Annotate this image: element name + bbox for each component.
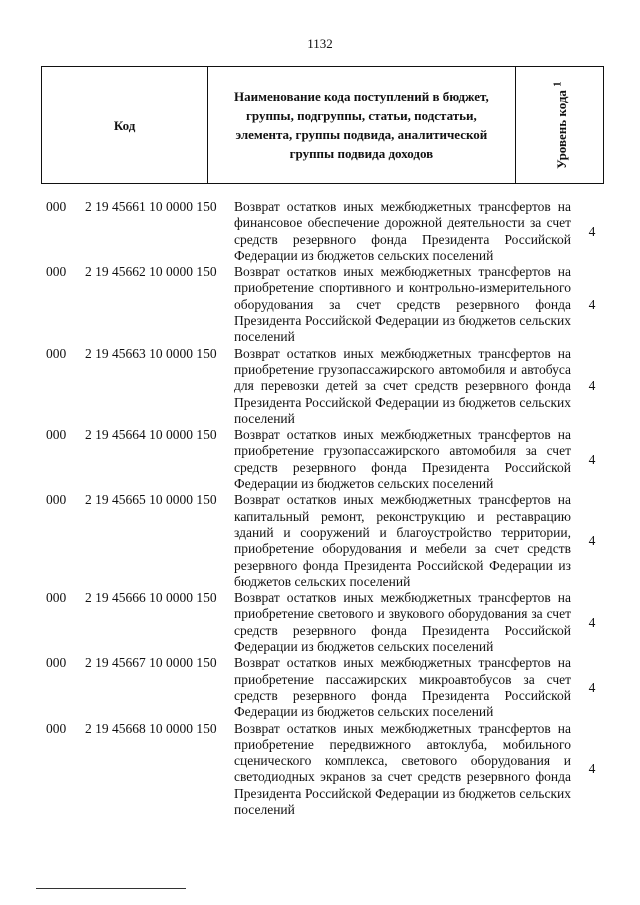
page-number: 1132	[307, 36, 333, 51]
row-name: Возврат остатков иных межбюджетных трансфертов на приобретение пассажирских микроавтобусов за счет средств резервного фонда Президента Российской Федерации из бюджетов сельских поселений	[234, 655, 571, 720]
table-row	[0, 199, 640, 264]
row-code: 2 19 45663 10 0000 150	[85, 345, 217, 361]
table-row	[0, 264, 640, 345]
footnote-divider	[36, 888, 186, 889]
row-level: 4	[588, 451, 596, 467]
row-prefix: 000	[46, 427, 67, 443]
row-level: 4	[588, 223, 596, 239]
header-name: Наименование кода поступлений в бюджет, группы, подгруппы, статьи, подстатьи, элемента, группы подвида, аналитической группы подвида доходов	[208, 67, 515, 183]
row-code: 2 19 45667 10 0000 150	[85, 655, 217, 671]
table-row	[0, 655, 640, 720]
row-prefix: 000	[46, 264, 67, 280]
row-prefix: 000	[46, 492, 67, 508]
row-name: Возврат остатков иных межбюджетных трансфертов на капитальный ремонт, реконструкцию и реставрацию зданий и сооружений и благоустройство территории, приобретение оборудования и мебели за счет средств резервного фонда Президента Российской Федерации из бюджетов сельских поселений	[234, 492, 571, 589]
row-level: 4	[588, 679, 596, 695]
header-level-label	[548, 81, 570, 168]
row-name: Возврат остатков иных межбюджетных трансфертов на приобретение грузопассажирского автомобиля за счет средств резервного фонда Президента Российской Федерации из бюджетов сельских поселений	[234, 427, 571, 492]
header-level-footnote-mark: 1	[551, 81, 564, 87]
table-row	[0, 492, 640, 590]
row-prefix: 000	[46, 345, 67, 361]
row-level: 4	[588, 378, 596, 394]
row-prefix: 000	[46, 720, 67, 736]
row-name: Возврат остатков иных межбюджетных трансфертов на приобретение спортивного и контрольно-измерительного оборудования за счет средств резервного фонда Президента Российской Федерации из бюджетов сельских поселений	[234, 264, 571, 345]
header-level-text: Уровень кода	[553, 89, 569, 169]
row-level: 4	[588, 761, 596, 777]
table-row	[0, 590, 640, 655]
row-level: 4	[588, 533, 596, 549]
row-prefix: 000	[46, 590, 67, 606]
header-level	[516, 67, 603, 183]
table-row	[0, 346, 640, 427]
table-header	[41, 66, 604, 184]
row-prefix: 000	[46, 199, 67, 214]
table-row	[0, 427, 640, 492]
row-level: 4	[588, 614, 596, 630]
row-code: 2 19 45662 10 0000 150	[85, 264, 217, 280]
header-code: Код	[42, 67, 208, 183]
row-prefix: 000	[46, 655, 67, 671]
table-body	[0, 199, 640, 818]
row-name: Возврат остатков иных межбюджетных трансфертов на приобретение передвижного автоклуба, мобильного сценического комплекса, светового оборудования и светодиодных экранов за счет средств резервного фонда Президента Российской Федерации из бюджетов сельских поселений	[234, 720, 571, 817]
row-name: Возврат остатков иных межбюджетных трансфертов на приобретение светового и звукового оборудования за счет средств резервного фонда Президента Российской Федерации из бюджетов сельских поселений	[234, 590, 571, 655]
row-code: 2 19 45661 10 0000 150	[85, 199, 217, 214]
row-code: 2 19 45666 10 0000 150	[85, 590, 217, 606]
row-code: 2 19 45664 10 0000 150	[85, 427, 217, 443]
row-name: Возврат остатков иных межбюджетных трансфертов на приобретение грузопассажирского автомобиля и автобуса для перевозки детей за счет средств резервного фонда Президента Российской Федерации из бюджетов сельских поселений	[234, 345, 571, 426]
row-code: 2 19 45665 10 0000 150	[85, 492, 217, 508]
row-code: 2 19 45668 10 0000 150	[85, 720, 217, 736]
row-level: 4	[588, 296, 596, 312]
table-row	[0, 721, 640, 819]
row-name: Возврат остатков иных межбюджетных трансфертов на финансовое обеспечение дорожной деятельности за счет средств резервного фонда Президента Российской Федерации из бюджетов сельских поселений	[234, 199, 571, 263]
